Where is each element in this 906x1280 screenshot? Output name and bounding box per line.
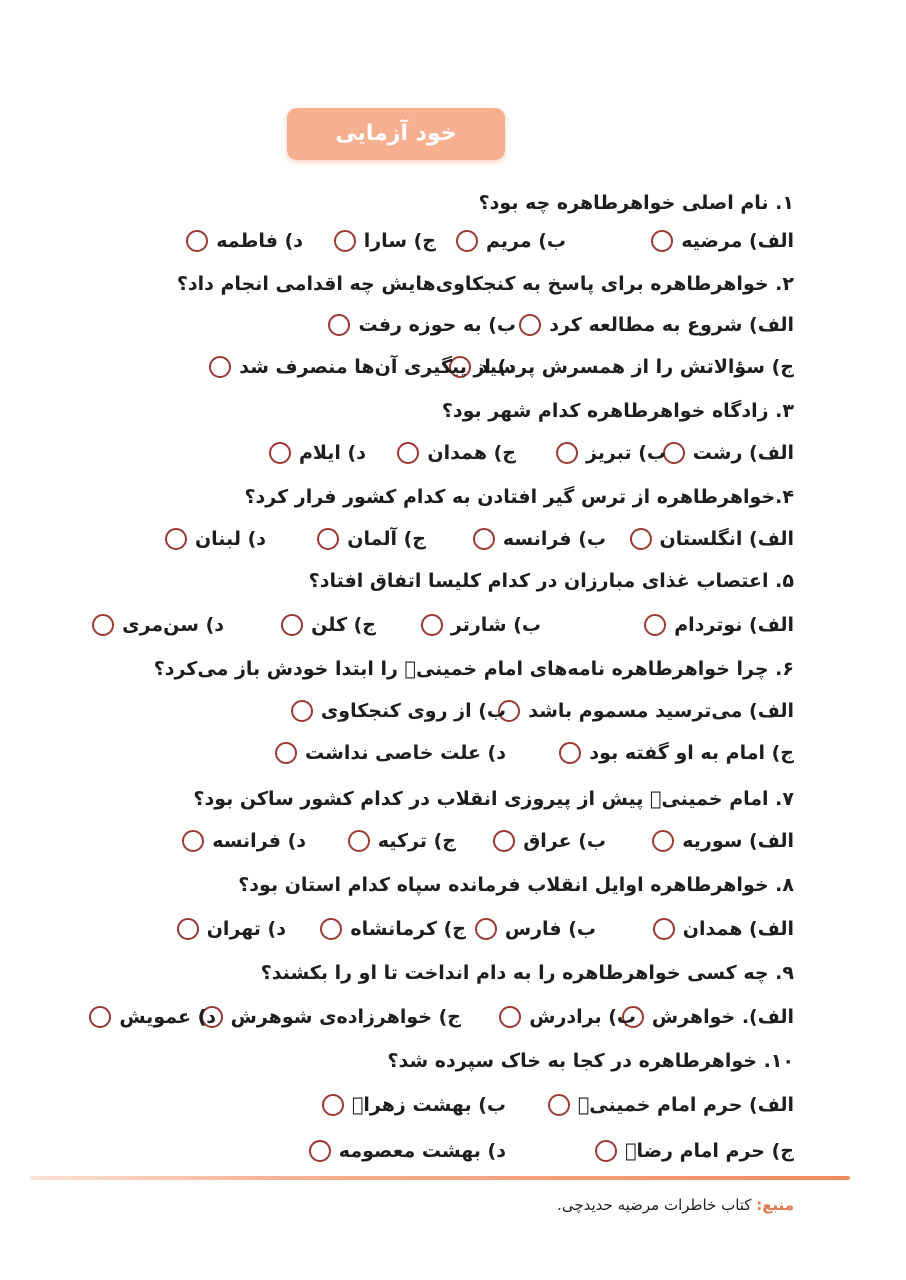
- option-label: ب) فارس: [504, 918, 596, 940]
- question-2: ۲. خواهرطاهره برای پاسخ به کنجکاوی‌هایش چه اقدامی انجام داد؟: [176, 273, 794, 295]
- option-label: الف) شروع به مطالعه کرد: [549, 314, 794, 336]
- option-label: د) سن‌مری: [122, 614, 224, 636]
- option-8d[interactable]: [177, 918, 286, 940]
- option-6c[interactable]: [559, 742, 794, 764]
- option-label: الف) می‌ترسید مسموم باشد: [528, 700, 794, 722]
- radio-circle-icon[interactable]: [397, 442, 419, 464]
- radio-circle-icon[interactable]: [595, 1140, 617, 1162]
- option-label: ج) ترکیه: [377, 830, 456, 852]
- option-7d[interactable]: [182, 830, 306, 852]
- option-label: د) فاطمه: [216, 230, 303, 252]
- option-6b[interactable]: [291, 700, 506, 722]
- quiz-title-banner: [287, 108, 505, 160]
- radio-circle-icon[interactable]: [269, 442, 291, 464]
- source-label: منبع:: [756, 1196, 794, 1214]
- option-10a[interactable]: [548, 1094, 794, 1116]
- radio-circle-icon[interactable]: [317, 528, 339, 550]
- option-1b[interactable]: [456, 230, 566, 252]
- option-label: د) علت خاصی نداشت: [305, 742, 506, 764]
- option-label: د) تهران: [206, 918, 286, 940]
- option-10c[interactable]: [595, 1140, 794, 1162]
- option-label: د) از پیگیری آن‌ها منصرف شد: [239, 356, 516, 378]
- option-label: الف) سوریه: [682, 830, 794, 852]
- option-label: د) ایلام: [298, 442, 366, 464]
- radio-circle-icon[interactable]: [281, 614, 303, 636]
- radio-circle-icon[interactable]: [559, 742, 581, 764]
- option-4d[interactable]: [165, 528, 266, 550]
- option-label: د) لبنان: [194, 528, 266, 550]
- question-6: ۶. چرا خواهرطاهره نامه‌های امام خمینیؒ را ابتدا خودش باز می‌کرد؟: [153, 658, 794, 680]
- option-label: د) عمویش: [119, 1006, 216, 1028]
- option-label: ب) مریم: [485, 230, 566, 252]
- option-5c[interactable]: [281, 614, 376, 636]
- option-label: ب) بهشت زهراؑ: [352, 1094, 506, 1116]
- option-label: الف) نوتردام: [674, 614, 794, 636]
- option-5d[interactable]: [92, 614, 224, 636]
- radio-circle-icon[interactable]: [322, 1094, 344, 1116]
- option-label: ج) سارا: [363, 230, 436, 252]
- option-label: ج) سؤالاتش را از همسرش پرسید: [478, 356, 794, 378]
- radio-circle-icon[interactable]: [209, 356, 231, 378]
- option-4a[interactable]: [630, 528, 794, 550]
- option-label: د) بهشت معصومه: [338, 1140, 506, 1162]
- option-3b[interactable]: [556, 442, 666, 464]
- option-label: الف) رشت: [692, 442, 794, 464]
- option-4b[interactable]: [473, 528, 606, 550]
- option-label: الف) حرم امام خمینیؒ: [577, 1094, 794, 1116]
- option-8a[interactable]: [653, 918, 794, 940]
- option-1a[interactable]: [651, 230, 794, 252]
- footer-divider: [30, 1176, 850, 1180]
- option-4c[interactable]: [317, 528, 426, 550]
- option-3a[interactable]: [663, 442, 794, 464]
- question-8: ۸. خواهرطاهره اوایل انقلاب فرمانده سپاه کدام استان بود؟: [238, 874, 794, 896]
- option-2b[interactable]: [328, 314, 516, 336]
- option-8b[interactable]: [475, 918, 596, 940]
- radio-circle-icon[interactable]: [456, 230, 478, 252]
- option-label: الف) مرضیه: [681, 230, 794, 252]
- option-9b[interactable]: [499, 1006, 636, 1028]
- option-5b[interactable]: [421, 614, 541, 636]
- option-6a[interactable]: [498, 700, 794, 722]
- question-3: ۳. زادگاه خواهرطاهره کدام شهر بود؟: [441, 400, 794, 422]
- radio-circle-icon[interactable]: [652, 830, 674, 852]
- source-text: کتاب خاطرات مرضیه حدیدچی.: [557, 1196, 752, 1214]
- option-7a[interactable]: [652, 830, 794, 852]
- option-10d[interactable]: [309, 1140, 506, 1162]
- option-7c[interactable]: [348, 830, 456, 852]
- option-label: الف). خواهرش: [651, 1006, 794, 1028]
- option-label: الف) همدان: [682, 918, 794, 940]
- option-label: ج) همدان: [427, 442, 516, 464]
- option-label: ج) امام به او گفته بود: [589, 742, 794, 764]
- option-3d[interactable]: [269, 442, 366, 464]
- radio-circle-icon[interactable]: [651, 230, 673, 252]
- source-note: [557, 1196, 794, 1214]
- option-10b[interactable]: [322, 1094, 506, 1116]
- option-label: ج) کرمانشاه: [350, 918, 466, 940]
- question-5: ۵. اعتصاب غذای مبارزان در کدام کلیسا اتفاق افتاد؟: [308, 570, 794, 592]
- option-label: ج) آلمان: [347, 528, 426, 550]
- option-1d[interactable]: [186, 230, 303, 252]
- option-label: الف) انگلستان: [659, 528, 794, 550]
- question-9: ۹. چه کسی خواهرطاهره را به دام انداخت تا او را بکشند؟: [260, 962, 794, 984]
- radio-circle-icon[interactable]: [493, 830, 515, 852]
- option-9a[interactable]: [622, 1006, 794, 1028]
- radio-circle-icon[interactable]: [186, 230, 208, 252]
- radio-circle-icon[interactable]: [475, 918, 497, 940]
- option-label: ج) خواهرزاده‌ی شوهرش: [230, 1006, 461, 1028]
- option-8c[interactable]: [320, 918, 466, 940]
- option-6d[interactable]: [275, 742, 506, 764]
- radio-circle-icon[interactable]: [630, 528, 652, 550]
- option-9d[interactable]: [89, 1006, 216, 1028]
- option-label: ب) شارتر: [450, 614, 541, 636]
- radio-circle-icon[interactable]: [328, 314, 350, 336]
- option-label: ج) کلن: [311, 614, 376, 636]
- option-7b[interactable]: [493, 830, 606, 852]
- radio-circle-icon[interactable]: [421, 614, 443, 636]
- radio-circle-icon[interactable]: [644, 614, 666, 636]
- radio-circle-icon[interactable]: [182, 830, 204, 852]
- option-1c[interactable]: [334, 230, 436, 252]
- option-label: د) فرانسه: [212, 830, 306, 852]
- option-label: ب) برادرش: [529, 1006, 636, 1028]
- radio-circle-icon[interactable]: [556, 442, 578, 464]
- radio-circle-icon[interactable]: [499, 1006, 521, 1028]
- radio-circle-icon[interactable]: [473, 528, 495, 550]
- radio-circle-icon[interactable]: [177, 918, 199, 940]
- question-10: ۱۰. خواهرطاهره در کجا به خاک سپرده شد؟: [387, 1050, 794, 1072]
- radio-circle-icon[interactable]: [653, 918, 675, 940]
- quiz-title: خود آزمایی: [335, 121, 457, 146]
- option-2a[interactable]: [519, 314, 794, 336]
- option-label: ب) به حوزه رفت: [358, 314, 516, 336]
- radio-circle-icon[interactable]: [519, 314, 541, 336]
- radio-circle-icon[interactable]: [165, 528, 187, 550]
- radio-circle-icon[interactable]: [275, 742, 297, 764]
- radio-circle-icon[interactable]: [548, 1094, 570, 1116]
- option-3c[interactable]: [397, 442, 516, 464]
- radio-circle-icon[interactable]: [309, 1140, 331, 1162]
- option-label: ب) عراق: [523, 830, 606, 852]
- radio-circle-icon[interactable]: [348, 830, 370, 852]
- question-4: ۴.خواهرطاهره از ترس گیر افتادن به کدام کشور فرار کرد؟: [244, 486, 794, 508]
- radio-circle-icon[interactable]: [92, 614, 114, 636]
- option-label: ب) از روی کنجکاوی: [320, 700, 506, 722]
- option-label: ج) حرم امام رضاؑ: [625, 1140, 794, 1162]
- option-label: ب) فرانسه: [502, 528, 606, 550]
- radio-circle-icon[interactable]: [89, 1006, 111, 1028]
- question-1: ۱. نام اصلی خواهرطاهره چه بود؟: [478, 192, 794, 214]
- radio-circle-icon[interactable]: [334, 230, 356, 252]
- option-label: ب) تبریز: [585, 442, 666, 464]
- question-7: ۷. امام خمینیؒ پیش از پیروزی انقلاب در کدام کشور ساکن بود؟: [193, 788, 794, 810]
- option-9c[interactable]: [201, 1006, 461, 1028]
- option-2d[interactable]: [209, 356, 516, 378]
- radio-circle-icon[interactable]: [291, 700, 313, 722]
- radio-circle-icon[interactable]: [320, 918, 342, 940]
- option-5a[interactable]: [644, 614, 794, 636]
